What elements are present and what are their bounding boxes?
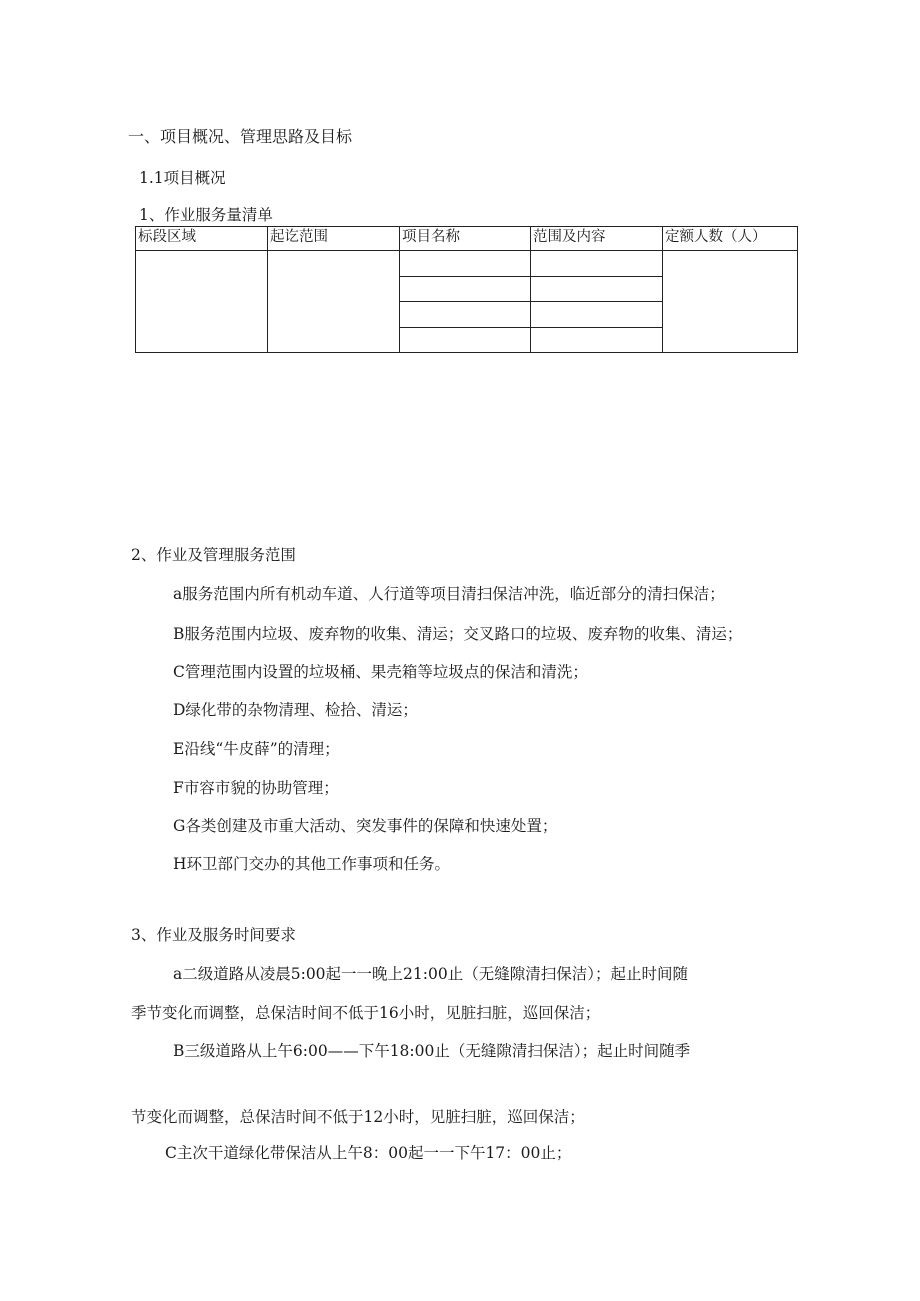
table-header-row [136,227,798,251]
scope-item-c: C管理范围内设置的垃圾桶、果壳箱等垃圾点的保洁和清洗； [173,663,588,681]
scope-item-f: F市容市貌的协助管理； [173,779,339,797]
table-cell-project [400,251,531,276]
table-row [136,251,798,276]
scope-item-d: D绿化带的杂物清理、检拾、清运； [173,701,418,719]
table-cell-range [268,251,400,353]
time-item-b-line1: B三级道路从上午6:00——下午18:00止（无缝隙清扫保洁）；起止时间随季 [173,1042,691,1060]
table-header-cell: 项目名称 [400,227,531,251]
time-item-c-line1: C主次干道绿化带保洁从上午8：00起一一下午17：00止； [165,1144,572,1162]
table-header-cell: 起讫范围 [268,227,400,251]
table-cell-project [400,327,531,352]
scope-item-b: B服务范围内垃圾、废弃物的收集、清运；交叉路口的垃圾、废弃物的收集、清运； [173,625,743,643]
section-1-title: 1、作业服务量清单 [139,206,273,224]
scope-item-e: E沿线“牛皮薛”的清理； [173,740,340,758]
scope-item-g: G各类创建及市重大活动、突发事件的保障和快速处置； [173,817,558,835]
table-cell-project [400,302,531,327]
table-cell-scope [531,276,663,301]
section-1-1-title: 1.1项目概况 [139,169,226,187]
table-cell-quota [663,251,798,353]
table-cell-region [136,251,268,353]
document-heading: 一、项目概况、管理思路及目标 [128,127,353,146]
service-quantity-table [135,226,798,353]
time-item-a-line2: 季节变化而调整，总保洁时间不低于16小时，见脏扫脏，巡回保洁； [131,1004,601,1022]
scope-item-a: a服务范围内所有机动车道、人行道等项目清扫保洁冲洗，临近部分的清扫保洁； [173,585,725,603]
time-item-a-line1: a二级道路从凌晨5:00起一一晚上21:00止（无缝隙清扫保洁）；起止时间随 [173,965,688,983]
scope-item-h: H环卫部门交办的其他工作事项和任务。 [173,855,451,873]
section-2-title: 2、作业及管理服务范围 [131,546,296,564]
table-cell-project [400,276,531,301]
table-cell-scope [531,302,663,327]
table-header-cell: 范围及内容 [531,227,663,251]
section-3-title: 3、作业及服务时间要求 [131,926,296,944]
table-cell-scope [531,251,663,276]
table-cell-scope [531,327,663,352]
time-item-b-line2: 节变化而调整，总保洁时间不低于12小时，见脏扫脏，巡回保洁； [131,1108,585,1126]
table-header-cell: 定额人数（人） [663,227,798,251]
table-header-cell: 标段区域 [136,227,268,251]
